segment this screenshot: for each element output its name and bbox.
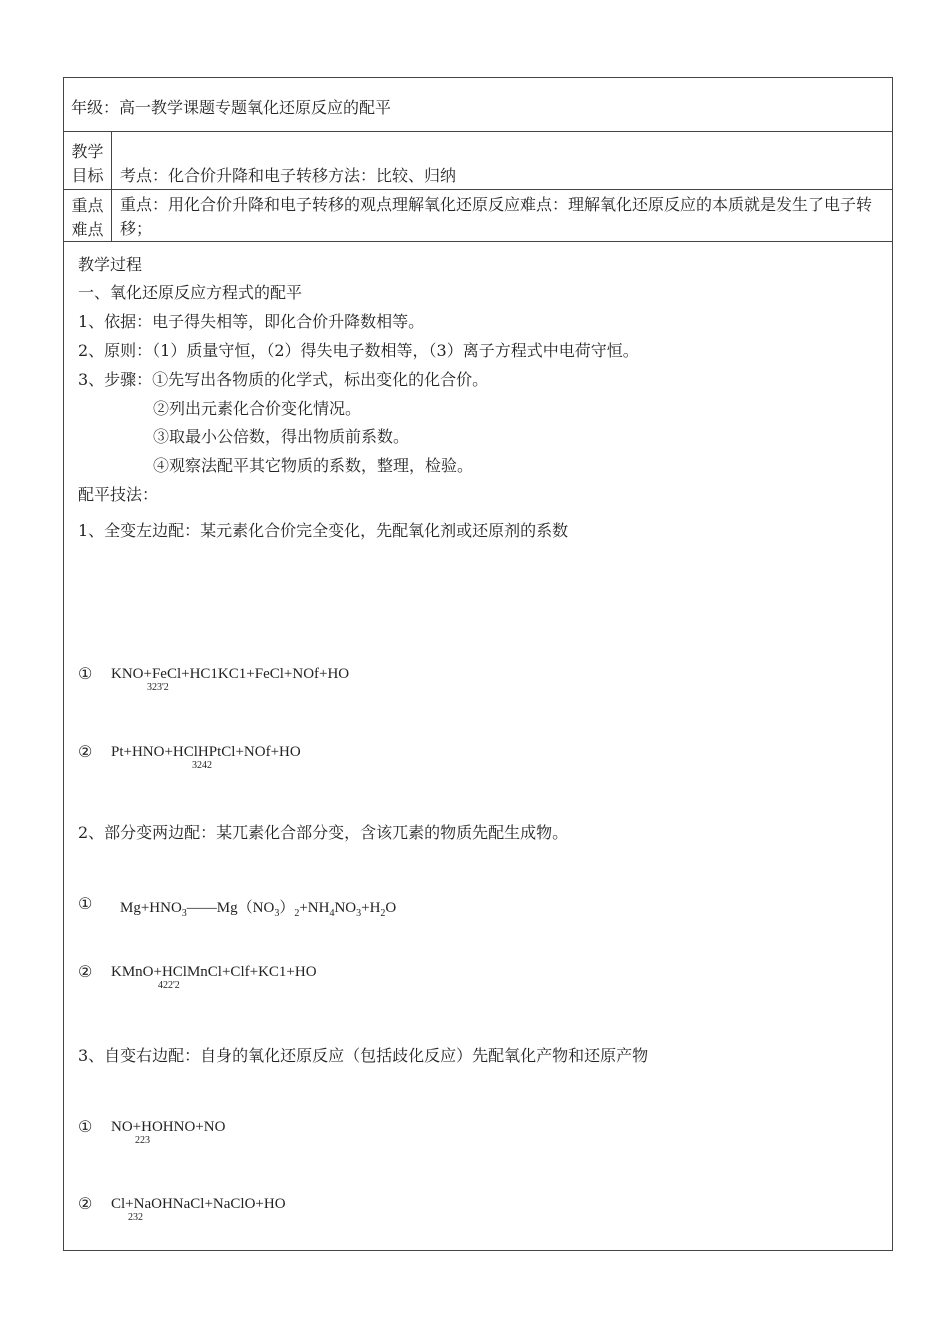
eq-formula: NO+HOHNO+NO bbox=[111, 1119, 226, 1135]
eq-number: ② bbox=[78, 962, 93, 981]
tech-2: 2、部分变两边配：某兀素化合部分变，含该兀素的物质先配生成物。 bbox=[78, 823, 569, 842]
eq-number: ② bbox=[78, 1194, 93, 1213]
step-4: ④观察法配平其它物质的系数，整理，检验。 bbox=[153, 456, 474, 475]
eq-subscripts: 3242 bbox=[192, 760, 212, 771]
eq-subscripts: 323'2 bbox=[147, 682, 169, 693]
eq-subscripts: 232 bbox=[128, 1212, 143, 1223]
tech-1: 1、全变左边配：某元素化合价完全变化，先配氧化剂或还原剂的系数 bbox=[78, 521, 569, 540]
lesson-table bbox=[63, 77, 893, 1251]
goal-label: 教学 目标 bbox=[64, 132, 112, 189]
key-text: 重点：用化合价升降和电子转移的观点理解氧化还原反应难点：理解氧化还原反应的本质就是发生了电子转移； bbox=[120, 195, 873, 238]
eq-number: ① bbox=[78, 1117, 93, 1136]
key-row bbox=[64, 190, 892, 242]
eq-formula: Cl+NaOHNaCl+NaClO+HO bbox=[111, 1196, 286, 1212]
key-label: 重点 难点 bbox=[64, 190, 112, 241]
tech-heading: 配平技法： bbox=[78, 485, 159, 504]
tech-3: 3、自变右边配：自身的氧化还原反应（包括歧化反应）先配氧化产物和还原产物 bbox=[78, 1046, 649, 1065]
page-title: 年级：高一教学课题专题氧化还原反应的配平 bbox=[71, 98, 392, 117]
basis-text: 1、依据：电子得失相等，即化合价升降数相等。 bbox=[78, 312, 425, 331]
eq-formula: KMnO+HClMnCl+Clf+KC1+HO bbox=[111, 964, 317, 980]
eq-formula: $Mg+HNO_3——Mg(NO_3)_2+NH_4NO_3+H_2O$ bbox=[120, 900, 397, 919]
step-3: ③取最小公倍数，得出物质前系数。 bbox=[153, 427, 410, 446]
goal-row bbox=[64, 132, 892, 190]
title-row bbox=[64, 78, 892, 132]
steps-text: 3、步骤：①先写出各物质的化学式，标出变化的化合价。 bbox=[78, 370, 489, 389]
eq-number: ① bbox=[78, 664, 93, 683]
goal-text: 考点：化合价升降和电子转移方法：比较、归纳 bbox=[120, 166, 457, 185]
eq-number: ① bbox=[78, 894, 93, 913]
section-heading: 一、氧化还原反应方程式的配平 bbox=[78, 283, 303, 302]
principle-text: 2、原则：（1）质量守恒，（2）得失电子数相等，（3）离子方程式中电荷守恒。 bbox=[78, 341, 639, 360]
step-2: ②列出元素化合价变化情况。 bbox=[153, 399, 362, 418]
eq-formula: Pt+HNO+HClHPtCl+NOf+HO bbox=[111, 744, 301, 760]
eq-number: ② bbox=[78, 742, 93, 761]
process-heading: 教学过程 bbox=[78, 255, 143, 274]
eq-formula: KNO+FeCl+HC1KC1+FeCl+NOf+HO bbox=[111, 666, 350, 682]
eq-subscripts: 223 bbox=[135, 1135, 150, 1146]
eq-subscripts: 422'2 bbox=[158, 980, 180, 991]
